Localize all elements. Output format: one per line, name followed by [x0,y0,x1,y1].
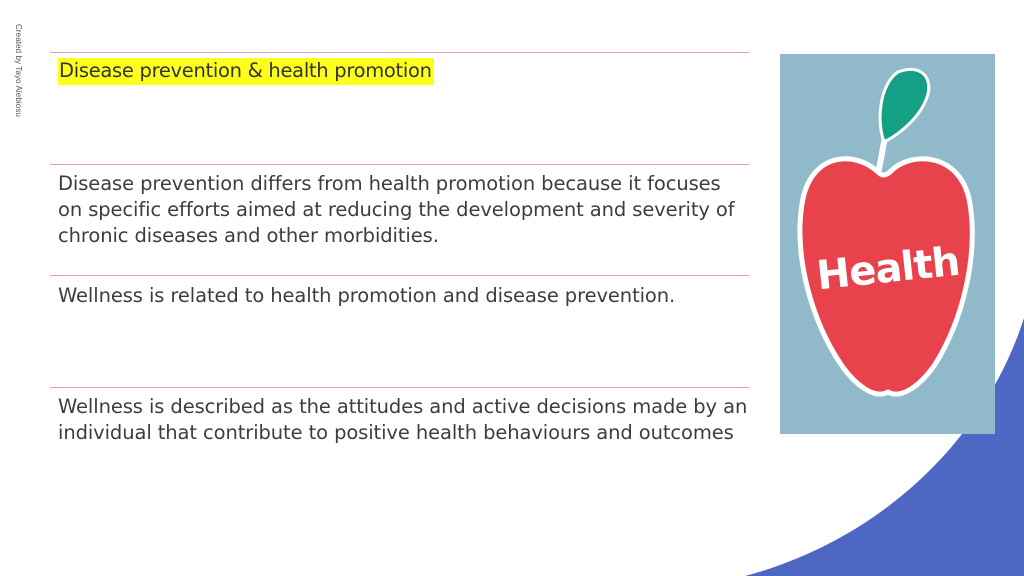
leaf-icon [880,69,929,142]
author-credit: Created by Tayo Alebiosu [14,24,23,117]
paragraph-wellness-related: Wellness is related to health promotion and disease prevention. [58,284,676,307]
apple-label: Health [814,238,962,300]
health-apple-image [780,54,995,434]
divider-top [50,52,749,53]
paragraph-wellness-described: Wellness is described as the attitudes and active decisions made by an individual that contribute to positive health behaviours and outcomes [58,395,748,444]
divider-1 [50,164,749,165]
stem-icon [878,142,884,174]
divider-2 [50,275,749,276]
divider-3 [50,387,749,388]
paragraph-disease-prevention: Disease prevention differs from health promotion because it focuses on specific efforts aimed at reducing the development and severity of chronic diseases and other morbidities. [58,172,735,247]
slide-title: Disease prevention & health promotion [58,58,434,85]
apple-illustration [780,54,995,434]
